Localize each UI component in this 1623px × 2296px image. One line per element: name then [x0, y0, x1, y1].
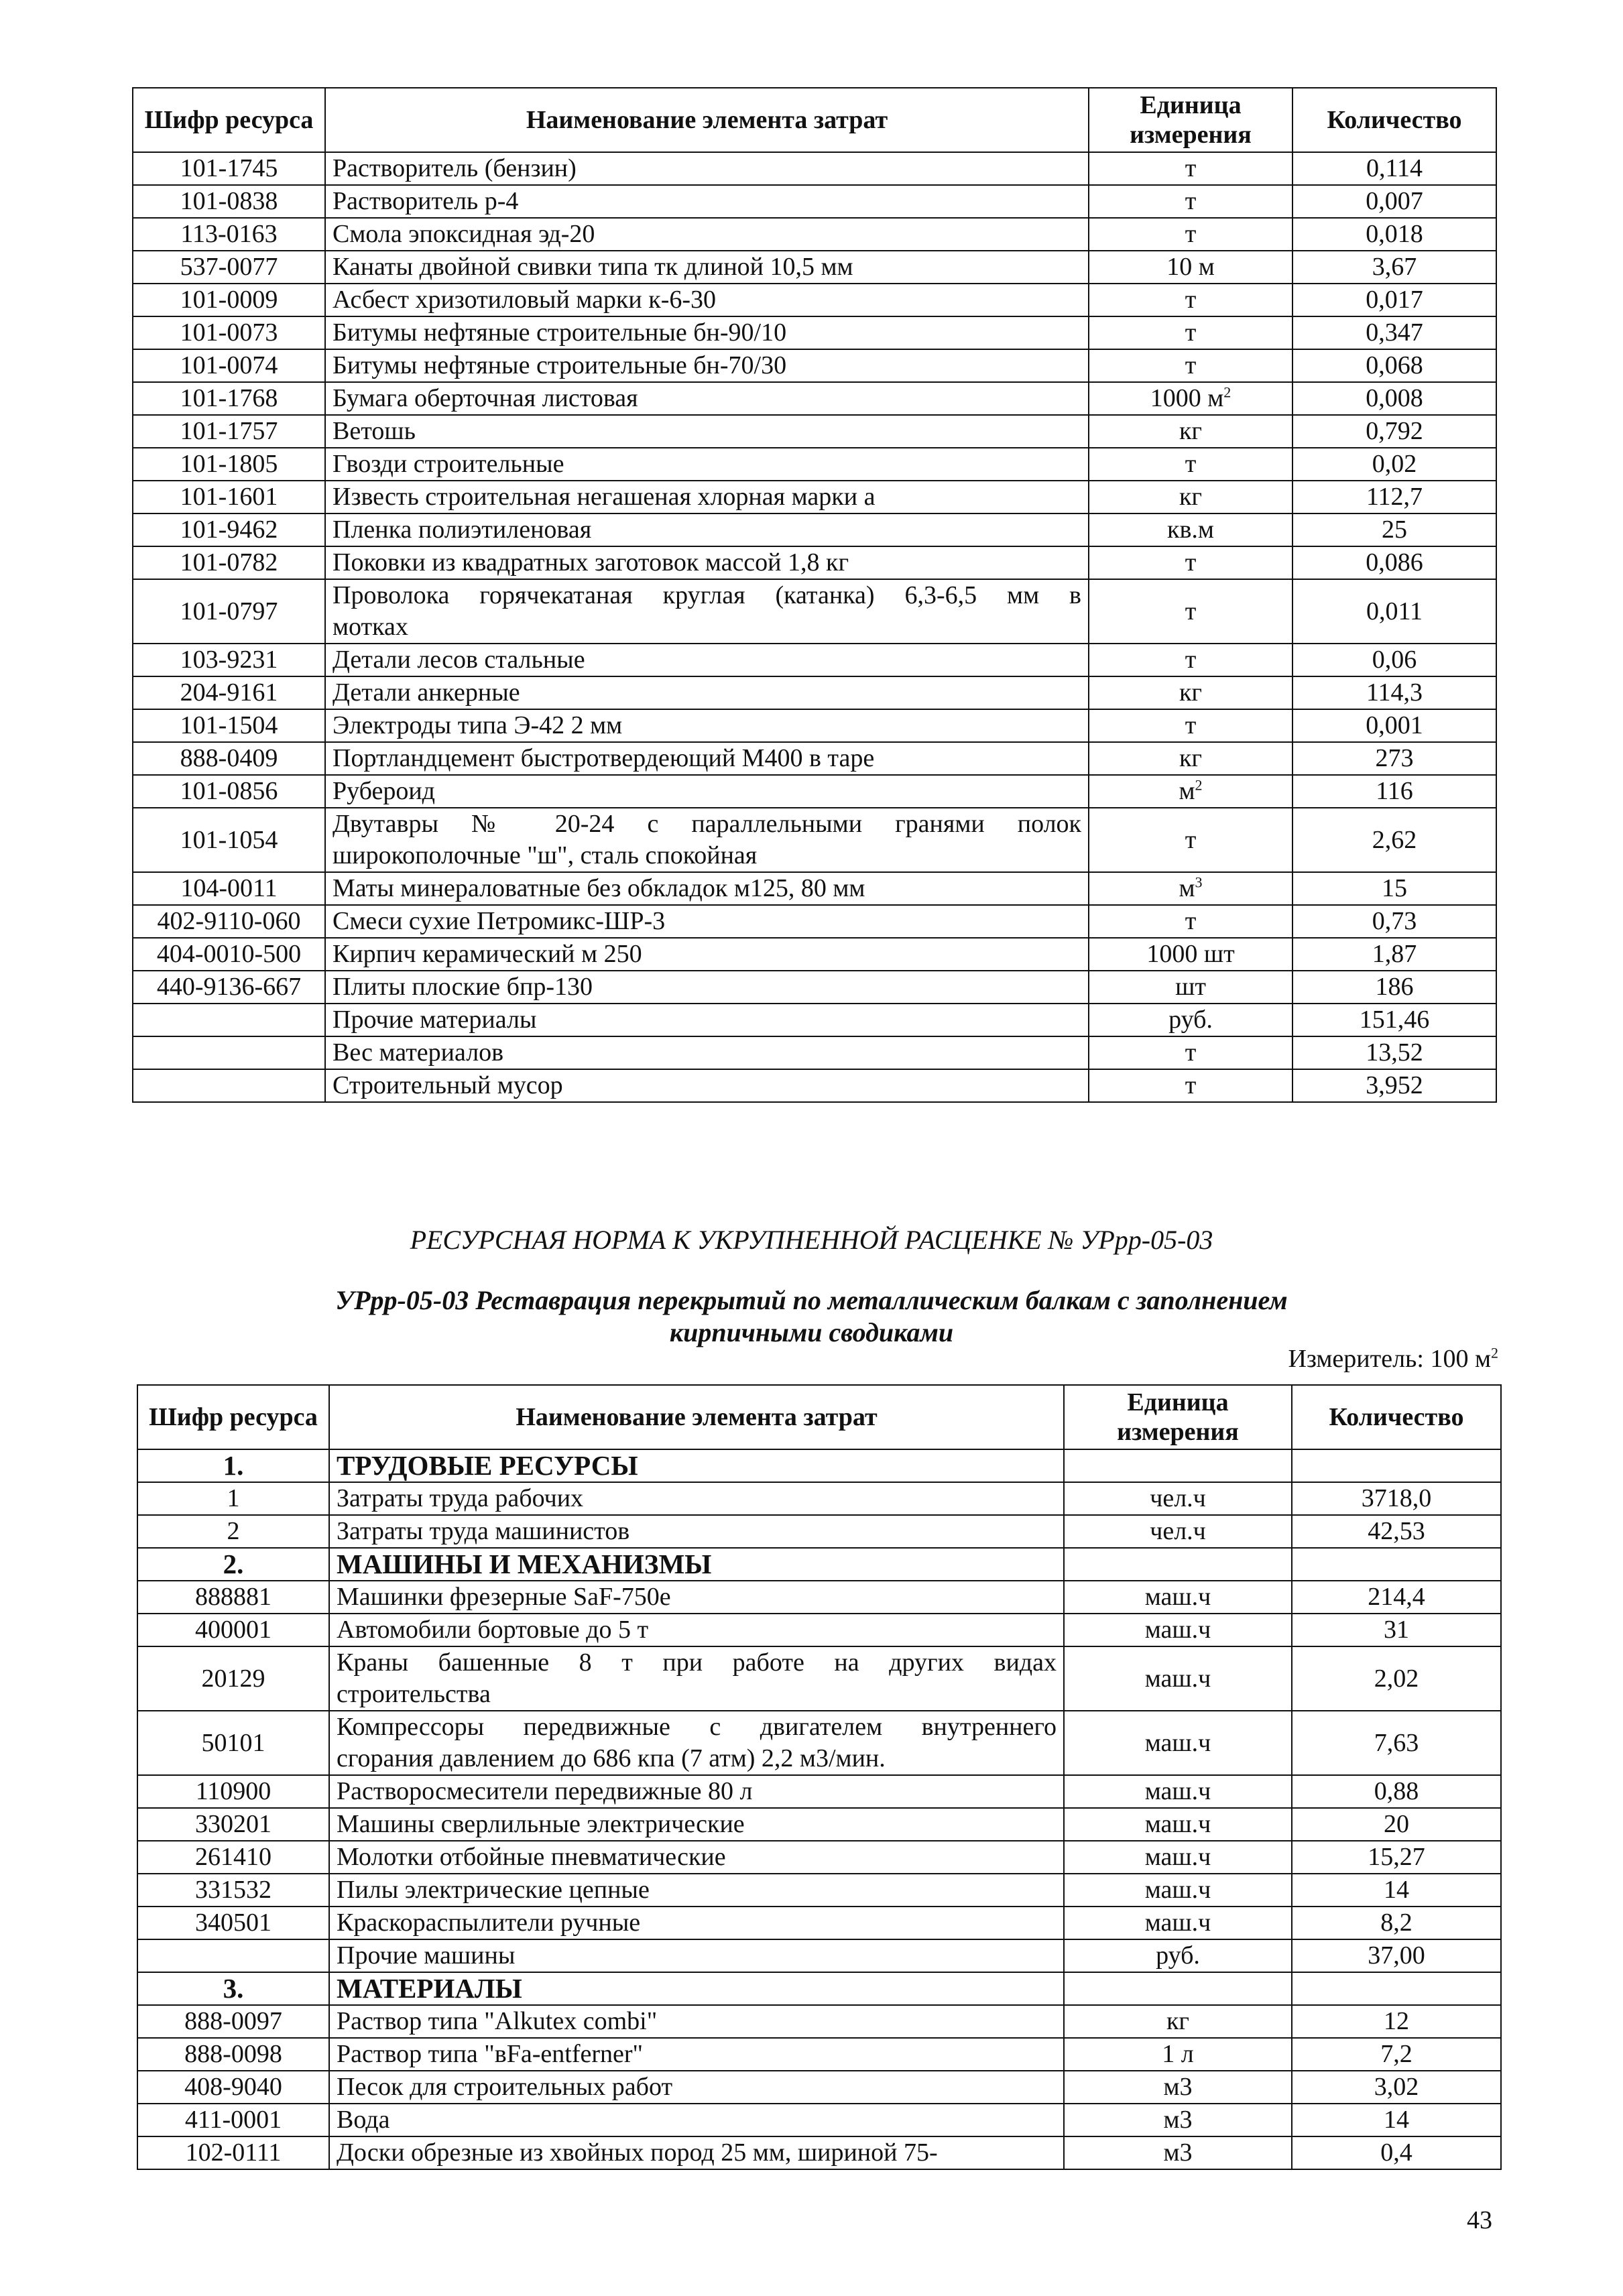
unit-cell: т: [1089, 579, 1293, 644]
unit-cell: т: [1089, 644, 1293, 676]
table-row: [133, 152, 1496, 185]
table-row: [133, 1036, 1496, 1069]
unit-cell: т: [1089, 284, 1293, 316]
table-row: [137, 1482, 1501, 1515]
table-row: [133, 218, 1496, 251]
name-cell: Машины сверлильные электрические: [329, 1808, 1064, 1841]
name-cell: МАТЕРИАЛЫ: [329, 1972, 1064, 2005]
unit-cell: кг: [1089, 481, 1293, 513]
name-cell: Строительный мусор: [325, 1069, 1089, 1102]
table-row: [137, 1808, 1501, 1841]
unit-cell: м3: [1064, 2104, 1292, 2136]
header-unit: Единица измерения: [1064, 1385, 1292, 1449]
table-row: [133, 316, 1496, 349]
code-cell: 101-0797: [133, 579, 325, 644]
name-cell: Асбест хризотиловый марки к-6-30: [325, 284, 1089, 316]
code-cell: 50101: [137, 1711, 329, 1775]
header-unit: Единица измерения: [1089, 88, 1293, 152]
code-cell: 340501: [137, 1907, 329, 1939]
table-row: [133, 709, 1496, 742]
name-cell: Машинки фрезерные SaF-750e: [329, 1581, 1064, 1614]
unit-cell: маш.ч: [1064, 1775, 1292, 1808]
code-cell: [133, 1069, 325, 1102]
qty-cell: 0,02: [1293, 448, 1496, 481]
materials-table: [132, 87, 1497, 1103]
qty-cell: 273: [1293, 742, 1496, 775]
unit-cell: маш.ч: [1064, 1907, 1292, 1939]
table-row: [133, 676, 1496, 709]
code-cell: [133, 1036, 325, 1069]
unit-cell: т: [1089, 1036, 1293, 1069]
code-cell: 104-0011: [133, 872, 325, 905]
qty-cell: 3,952: [1293, 1069, 1496, 1102]
unit-cell: т: [1089, 448, 1293, 481]
section-row: [137, 1548, 1501, 1581]
table-row: [133, 905, 1496, 938]
code-cell: 101-9462: [133, 513, 325, 546]
code-cell: 204-9161: [133, 676, 325, 709]
name-cell: Поковки из квадратных заготовок массой 1,8 кг: [325, 546, 1089, 579]
unit-cell: чел.ч: [1064, 1482, 1292, 1515]
table-row: [133, 251, 1496, 284]
unit-cell: т: [1089, 1069, 1293, 1102]
unit-cell: т: [1089, 218, 1293, 251]
code-cell: 888-0098: [137, 2038, 329, 2071]
code-cell: 101-1757: [133, 415, 325, 448]
name-cell: Рубероид: [325, 775, 1089, 808]
qty-cell: 0,008: [1293, 382, 1496, 415]
page-number: 43: [1467, 2206, 1492, 2234]
qty-cell: 2,62: [1293, 808, 1496, 872]
name-cell: Пилы электрические цепные: [329, 1874, 1064, 1907]
unit-cell: маш.ч: [1064, 1808, 1292, 1841]
code-cell: 2.: [137, 1548, 329, 1581]
name-cell: Растворосмесители передвижные 80 л: [329, 1775, 1064, 1808]
unit-cell: 1000 шт: [1089, 938, 1293, 971]
qty-cell: 0,086: [1293, 546, 1496, 579]
name-cell: Раствор типа "Alkutex combi": [329, 2005, 1064, 2038]
table-row: [133, 938, 1496, 971]
code-cell: 1: [137, 1482, 329, 1515]
name-cell: МАШИНЫ И МЕХАНИЗМЫ: [329, 1548, 1064, 1581]
unit-cell: руб.: [1089, 1004, 1293, 1036]
name-cell: Растворитель (бензин): [325, 152, 1089, 185]
name-cell: Портландцемент быстротвердеющий М400 в таре: [325, 742, 1089, 775]
unit-cell: $м^2$: [1089, 775, 1293, 808]
qty-cell: 1,87: [1293, 938, 1496, 971]
subtitle-line-1: УРрр-05-03 Реставрация перекрытий по металлическим балкам с заполнением: [335, 1285, 1288, 1315]
code-cell: 20129: [137, 1646, 329, 1711]
qty-cell: 0,011: [1293, 579, 1496, 644]
name-cell: Бумага оберточная листовая: [325, 382, 1089, 415]
name-cell: Вода: [329, 2104, 1064, 2136]
qty-cell: 3718,0: [1292, 1482, 1501, 1515]
qty-cell: 214,4: [1292, 1581, 1501, 1614]
qty-cell: 0,018: [1293, 218, 1496, 251]
table-row: [133, 872, 1496, 905]
code-cell: 3.: [137, 1972, 329, 2005]
unit-cell: т: [1089, 316, 1293, 349]
code-cell: 404-0010-500: [133, 938, 325, 971]
unit-cell: чел.ч: [1064, 1515, 1292, 1548]
table-row: [137, 1614, 1501, 1646]
table-row: [137, 1581, 1501, 1614]
qty-cell: 14: [1292, 2104, 1501, 2136]
name-cell: Песок для строительных работ: [329, 2071, 1064, 2104]
qty-cell: [1292, 1972, 1501, 2005]
qty-cell: 0,007: [1293, 185, 1496, 218]
code-cell: 400001: [137, 1614, 329, 1646]
code-cell: 101-1805: [133, 448, 325, 481]
unit-cell: 10 м: [1089, 251, 1293, 284]
code-cell: [137, 1939, 329, 1972]
unit-cell: маш.ч: [1064, 1711, 1292, 1775]
table-row: [137, 1907, 1501, 1939]
subtitle-line-2: кирпичными сводиками: [669, 1317, 954, 1347]
unit-cell: кг: [1089, 415, 1293, 448]
table-row: [137, 1646, 1501, 1711]
name-cell: Раствор типа "вFa-entferner": [329, 2038, 1064, 2071]
unit-cell: [1064, 1449, 1292, 1482]
header-code: Шифр ресурса: [137, 1385, 329, 1449]
qty-cell: 114,3: [1293, 676, 1496, 709]
unit-cell: [1064, 1548, 1292, 1581]
table-row: [133, 513, 1496, 546]
qty-cell: 186: [1293, 971, 1496, 1004]
qty-cell: 151,46: [1293, 1004, 1496, 1036]
qty-cell: 37,00: [1292, 1939, 1501, 1972]
qty-cell: 7,63: [1292, 1711, 1501, 1775]
unit-cell: т: [1089, 709, 1293, 742]
header-name: Наименование элемента затрат: [329, 1385, 1064, 1449]
code-cell: 411-0001: [137, 2104, 329, 2136]
table-row: [133, 481, 1496, 513]
qty-cell: 14: [1292, 1874, 1501, 1907]
table-row: [133, 775, 1496, 808]
unit-cell: $м^3$: [1089, 872, 1293, 905]
qty-cell: 0,347: [1293, 316, 1496, 349]
unit-cell: 1000 $м^2$: [1089, 382, 1293, 415]
qty-cell: 3,67: [1293, 251, 1496, 284]
name-cell: Двутавры № 20-24 с параллельными гранями полок широкополочные "ш", сталь спокойная: [325, 808, 1089, 872]
name-cell: Проволока горячекатаная круглая (катанка) 6,3-6,5 мм в мотках: [325, 579, 1089, 644]
norm-title: РЕСУРСНАЯ НОРМА К УКРУПНЕННОЙ РАСЦЕНКЕ № УРрр-05-03: [410, 1225, 1213, 1255]
name-cell: ТРУДОВЫЕ РЕСУРСЫ: [329, 1449, 1064, 1482]
qty-cell: 0,88: [1292, 1775, 1501, 1808]
code-cell: 408-9040: [137, 2071, 329, 2104]
qty-cell: 0,06: [1293, 644, 1496, 676]
table-row: [137, 2038, 1501, 2071]
header-qty: Количество: [1293, 88, 1496, 152]
qty-cell: 20: [1292, 1808, 1501, 1841]
qty-cell: 25: [1293, 513, 1496, 546]
measure-unit: Измеритель: 100 $м^2$: [1288, 1344, 1498, 1373]
name-cell: Битумы нефтяные строительные бн-70/30: [325, 349, 1089, 382]
table-row: [133, 1004, 1496, 1036]
table-row: [133, 448, 1496, 481]
code-cell: 102-0111: [137, 2136, 329, 2169]
unit-cell: кг: [1064, 2005, 1292, 2038]
name-cell: Известь строительная негашеная хлорная марки а: [325, 481, 1089, 513]
name-cell: Молотки отбойные пневматические: [329, 1841, 1064, 1874]
qty-cell: [1292, 1449, 1501, 1482]
qty-cell: 112,7: [1293, 481, 1496, 513]
code-cell: 101-1054: [133, 808, 325, 872]
code-cell: 101-1504: [133, 709, 325, 742]
code-cell: 440-9136-667: [133, 971, 325, 1004]
name-cell: Доски обрезные из хвойных пород 25 мм, шириной 75-: [329, 2136, 1064, 2169]
table-row: [133, 546, 1496, 579]
unit-cell: маш.ч: [1064, 1874, 1292, 1907]
unit-cell: т: [1089, 808, 1293, 872]
unit-cell: [1064, 1972, 1292, 2005]
table-row: [137, 2136, 1501, 2169]
name-cell: Битумы нефтяные строительные бн-90/10: [325, 316, 1089, 349]
unit-cell: маш.ч: [1064, 1646, 1292, 1711]
code-cell: 402-9110-060: [133, 905, 325, 938]
name-cell: Автомобили бортовые до 5 т: [329, 1614, 1064, 1646]
name-cell: Кирпич керамический м 250: [325, 938, 1089, 971]
section-row: [137, 1972, 1501, 2005]
name-cell: Затраты труда машинистов: [329, 1515, 1064, 1548]
name-cell: Краскораспылители ручные: [329, 1907, 1064, 1939]
name-cell: Гвозди строительные: [325, 448, 1089, 481]
table-row: [137, 2071, 1501, 2104]
table-row: [137, 1939, 1501, 1972]
header-code: Шифр ресурса: [133, 88, 325, 152]
code-cell: 101-0074: [133, 349, 325, 382]
qty-cell: 0,114: [1293, 152, 1496, 185]
unit-cell: маш.ч: [1064, 1841, 1292, 1874]
qty-cell: 7,2: [1292, 2038, 1501, 2071]
name-cell: Детали анкерные: [325, 676, 1089, 709]
code-cell: 101-0009: [133, 284, 325, 316]
qty-cell: 15,27: [1292, 1841, 1501, 1874]
qty-cell: 12: [1292, 2005, 1501, 2038]
qty-cell: 0,017: [1293, 284, 1496, 316]
name-cell: Пленка полиэтиленовая: [325, 513, 1089, 546]
qty-cell: 8,2: [1292, 1907, 1501, 1939]
name-cell: Смола эпоксидная эд-20: [325, 218, 1089, 251]
code-cell: 113-0163: [133, 218, 325, 251]
code-cell: 103-9231: [133, 644, 325, 676]
unit-cell: т: [1089, 185, 1293, 218]
table-row: [137, 1775, 1501, 1808]
table-row: [133, 1069, 1496, 1102]
qty-cell: [1292, 1548, 1501, 1581]
table-row: [137, 2104, 1501, 2136]
code-cell: 331532: [137, 1874, 329, 1907]
qty-cell: 13,52: [1293, 1036, 1496, 1069]
norm-subtitle: [0, 1284, 1623, 1349]
qty-cell: 42,53: [1292, 1515, 1501, 1548]
table-row: [133, 284, 1496, 316]
table-row: [137, 1515, 1501, 1548]
qty-cell: 0,001: [1293, 709, 1496, 742]
qty-cell: 31: [1292, 1614, 1501, 1646]
code-cell: 261410: [137, 1841, 329, 1874]
table-row: [137, 1841, 1501, 1874]
qty-cell: 2,02: [1292, 1646, 1501, 1711]
code-cell: 888-0409: [133, 742, 325, 775]
unit-cell: т: [1089, 349, 1293, 382]
table-row: [133, 185, 1496, 218]
name-cell: Ветошь: [325, 415, 1089, 448]
table-row: [133, 644, 1496, 676]
qty-cell: 0,73: [1293, 905, 1496, 938]
name-cell: Смеси сухие Петромикс-ШР-3: [325, 905, 1089, 938]
name-cell: Канаты двойной свивки типа тк длиной 10,5 мм: [325, 251, 1089, 284]
unit-cell: т: [1089, 905, 1293, 938]
unit-cell: кг: [1089, 742, 1293, 775]
name-cell: Прочие машины: [329, 1939, 1064, 1972]
code-cell: 888881: [137, 1581, 329, 1614]
name-cell: Вес материалов: [325, 1036, 1089, 1069]
code-cell: 2: [137, 1515, 329, 1548]
table-row: [133, 415, 1496, 448]
code-cell: 110900: [137, 1775, 329, 1808]
unit-cell: шт: [1089, 971, 1293, 1004]
code-cell: [133, 1004, 325, 1036]
code-cell: 101-1745: [133, 152, 325, 185]
resource-norm-table: [137, 1384, 1502, 2170]
unit-cell: 1 л: [1064, 2038, 1292, 2071]
header-qty: Количество: [1292, 1385, 1501, 1449]
unit-cell: кг: [1089, 676, 1293, 709]
table-row: [133, 349, 1496, 382]
code-cell: 101-0782: [133, 546, 325, 579]
table-row: [133, 971, 1496, 1004]
name-cell: Растворитель р-4: [325, 185, 1089, 218]
code-cell: 101-1768: [133, 382, 325, 415]
name-cell: Детали лесов стальные: [325, 644, 1089, 676]
qty-cell: 116: [1293, 775, 1496, 808]
table-row: [133, 579, 1496, 644]
unit-cell: руб.: [1064, 1939, 1292, 1972]
qty-cell: 3,02: [1292, 2071, 1501, 2104]
name-cell: Краны башенные 8 т при работе на других видах строительства: [329, 1646, 1064, 1711]
header-name: Наименование элемента затрат: [325, 88, 1089, 152]
code-cell: 888-0097: [137, 2005, 329, 2038]
code-cell: 101-1601: [133, 481, 325, 513]
table-row: [133, 742, 1496, 775]
unit-cell: м3: [1064, 2136, 1292, 2169]
code-cell: 1.: [137, 1449, 329, 1482]
unit-cell: т: [1089, 152, 1293, 185]
table-row: [133, 808, 1496, 872]
code-cell: 101-0856: [133, 775, 325, 808]
name-cell: Прочие материалы: [325, 1004, 1089, 1036]
qty-cell: 0,068: [1293, 349, 1496, 382]
name-cell: Компрессоры передвижные с двигателем внутреннего сгорания давлением до 686 кпа (7 атм) 2,2 м3/мин.: [329, 1711, 1064, 1775]
name-cell: Маты минераловатные без обкладок м125, 80 мм: [325, 872, 1089, 905]
table-row: [137, 2005, 1501, 2038]
name-cell: Затраты труда рабочих: [329, 1482, 1064, 1515]
table-row: [137, 1874, 1501, 1907]
table-row: [137, 1711, 1501, 1775]
qty-cell: 15: [1293, 872, 1496, 905]
unit-cell: т: [1089, 546, 1293, 579]
table-row: [133, 382, 1496, 415]
qty-cell: 0,4: [1292, 2136, 1501, 2169]
name-cell: Плиты плоские бпр-130: [325, 971, 1089, 1004]
unit-cell: маш.ч: [1064, 1581, 1292, 1614]
code-cell: 101-0073: [133, 316, 325, 349]
section-row: [137, 1449, 1501, 1482]
code-cell: 537-0077: [133, 251, 325, 284]
name-cell: Электроды типа Э-42 2 мм: [325, 709, 1089, 742]
code-cell: 330201: [137, 1808, 329, 1841]
qty-cell: 0,792: [1293, 415, 1496, 448]
unit-cell: кв.м: [1089, 513, 1293, 546]
code-cell: 101-0838: [133, 185, 325, 218]
unit-cell: маш.ч: [1064, 1614, 1292, 1646]
unit-cell: м3: [1064, 2071, 1292, 2104]
